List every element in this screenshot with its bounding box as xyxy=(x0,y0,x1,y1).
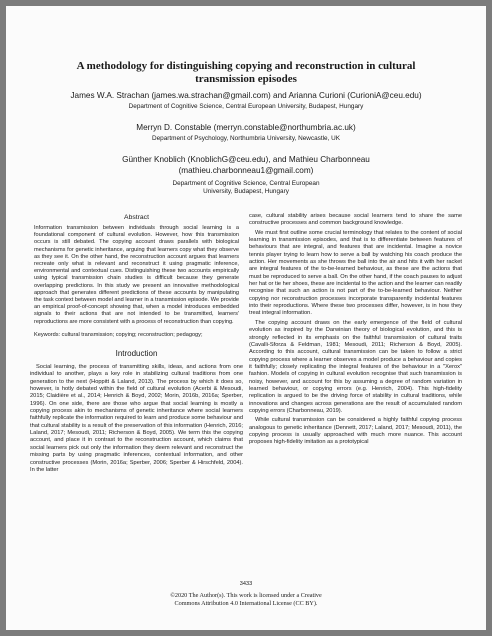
section-heading-introduction: Introduction xyxy=(115,349,158,359)
affiliation: Department of Cognitive Science, Central European University, Budapest, Hungary xyxy=(128,103,364,110)
right-column xyxy=(249,213,462,449)
author-line: (mathieu.charbonneau1@gmail.com) xyxy=(178,166,314,175)
abstract-heading: Abstract xyxy=(124,214,149,221)
abstract-text: Information transmission between individuals through social learning is a foundational component of cultural evolution. However, how this transmission occurs is still debated. The copying account draws parallels with biological mechanisms for genetic inheritance, arguing that learners copy what they observe as they see it. On the other hand, the reconstruction account argues that learners recreate only what is relevant and reconstruct it using pragmatic inference, environmental and contextual cues. Distinguishing these two accounts empirically using typical transmission chain studies is difficult because they generate overlapping predictions. In this study we present an innovative methodological approach that generates different predictions of these accounts by manipulating the task context between model and learner in a transmission episode. We provide an empirical proof-of-concept showing that, when a model introduces embedded signals to their actions that are not intended to be transmitted, learners' reproductions are more consistent with a process of reconstruction than copying. xyxy=(34,225,239,325)
author-line: Merryn D. Constable (merryn.constable@northumbria.ac.uk) xyxy=(136,123,356,132)
page-number: 3433 xyxy=(239,581,253,587)
left-column xyxy=(30,213,243,476)
paper-title xyxy=(26,60,466,86)
title-line: transmission episodes xyxy=(195,73,297,85)
keywords: Keywords: cultural transmission; copying; reconstruction; pedagogy; xyxy=(34,331,203,338)
body-paragraph: case, cultural stability arises because social learners tend to share the same constructive processes and common background knowledge. xyxy=(249,213,462,227)
copyright-notice xyxy=(26,592,466,608)
copyright-line: Commons Attribution 4.0 International License (CC BY). xyxy=(174,600,318,608)
title-line: A methodology for distinguishing copying and reconstruction in cultural xyxy=(76,60,416,72)
body-paragraph: The copying account draws on the early emergence of the field of cultural evolution as inspired by the Darwinian theory of biological evolution, and this is strongly reflected in its emphasis on the faithful transmission of cultural traits (Cavalli-Sforza & Feldman, 1981; Mesoudi, 2011; Richerson & Boyd, 2005). According to this account, cultural transmission can be taken to follow a strict copying process where a learner observes a model produce a behaviour and copies it faithfully; closely replicating the integral features of the behaviour in a "Xerox" fashion. Models of copying in cultural evolution recognise that such transmission is noisy, however, and account for this by assuming a degree of random variation in learned behaviour, or copying errors (e.g. Henrich, 2004). This high-fidelity replication is argued to be the driving force of stability in cultural traditions, while innovations and changes across generations are the result of accumulated random copying errors (Charbonneau, 2019). xyxy=(249,319,462,414)
copyright-line: ©2020 The Author(s). This work is licensed under a Creative xyxy=(170,592,322,599)
body-paragraph: While cultural transmission can be considered a highly faithful copying process analogous to genetic inheritance (Dennett, 2017; Laland, 2017; Mesoudi, 2011), the copying process is usually approached with much more nuance. This account proposes high-fidelity imitation as a prototypical xyxy=(249,417,462,446)
body-paragraph: We must first outline some crucial terminology that relates to the content of social learning in transmission episodes, and that is to differentiate between features of behaviours that are integral, and features that are incidental. Imagine a novice tennis player trying to learn how to serve a ball by watching his coach produce the action. Her movements as she throws the ball into the air and hits it with her racket are integral features of the to-be-learned behaviour, as these are the actions that must be reproduced to serve a ball. On the other hand, if the coach pauses to adjust her hat or tie her shoes, these are incidental to the action and the learner can readily recognise that such an action is not part of the to-be-learned behaviour. Neither copying nor reconstruction processes incorporate transparently incidental features into their reproductions. Where these two processes differ, however, is in how they treat integral information. xyxy=(249,229,462,317)
author-line: James W.A. Strachan (james.wa.strachan@gmail.com) and Arianna Curioni (CurioniA@ceu.edu) xyxy=(70,91,422,100)
body-paragraph: Social learning, the process of transmitting skills, ideas, and actions from one individual to another, plays a key role in stabilizing cultural traditions from one generation to the next (Hoppitt & Laland, 2013). The process by which it does so, however, is hotly debated within the field of cultural evolution (Acerbi & Mesoudi, 2015; Claidière et al., 2014; Henrich & Boyd, 2002; Morin, 2016b, 2016a; Sperber, 1996). On one side, there are those who argue that social learning is mostly a copying process akin to mechanisms of genetic inheritance where social learners faithfully replicate the information required to learn and produce some behaviour and that cultural stability is a result of the preservation of this information (Henrich, 2016; Laland, 2017; Mesoudi, 2011; Richerson & Boyd, 2005). We term this the copying account, and place it in contrast to the reconstruction account, which claims that social learners pick out only the information they deem relevant and reconstruct the missing parts by using pragmatic inferences, contextual information, and other constructive processes (Morin, 2016a; Sperber, 2006; Sperber & Hirschfeld, 2004). In the latter xyxy=(30,364,243,473)
paper-page xyxy=(6,6,486,630)
affiliation: University, Budapest, Hungary xyxy=(203,188,289,195)
affiliation: Department of Psychology, Northumbria University, Newcastle, UK xyxy=(152,135,340,142)
author-line: Günther Knoblich (KnoblichG@ceu.edu), and Mathieu Charbonneau xyxy=(122,155,370,164)
affiliation: Department of Cognitive Science, Central European xyxy=(172,180,320,187)
